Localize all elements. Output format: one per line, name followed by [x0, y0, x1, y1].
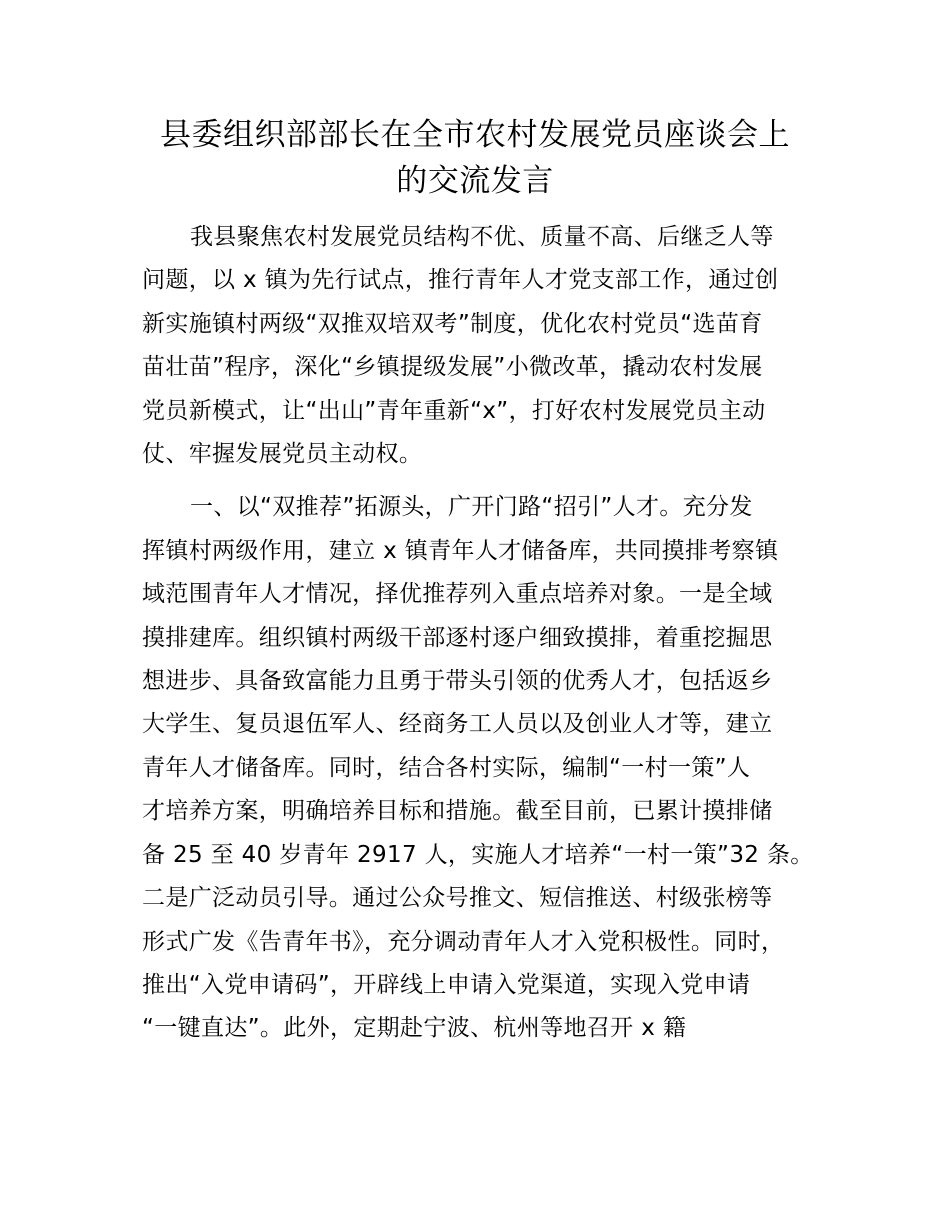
paragraph-line: 一、以“双推荐”拓源头，广开门路“招引”人才。充分发	[190, 494, 753, 521]
paragraph-line: 摸排建库。组织镇村两级干部逐村逐户细致摸排，着重挖掘思	[142, 624, 773, 651]
paragraph-line: 二是广泛动员引导。通过公众号推文、短信推送、村级张榜等	[142, 885, 773, 912]
paragraph-line: 大学生、复员退伍军人、经商务工人员以及创业人才等，建立	[142, 711, 773, 738]
paragraph-line: 域范围青年人才情况，择优推荐列入重点培养对象。一是全域	[142, 581, 773, 608]
paragraph-line: 推出“入党申请码”，开辟线上申请入党渠道，实现入党申请	[142, 971, 751, 998]
paragraph-line: 备 25 至 40 岁青年 2917 人，实施人才培养“一村一策”32 条。	[142, 841, 814, 868]
paragraph-line: 想进步、具备致富能力且勇于带头引领的优秀人才，包括返乡	[142, 668, 773, 695]
paragraph-line: 形式广发《告青年书》，充分调动青年人才入党积极性。同时，	[142, 928, 785, 955]
paragraph-line: “一键直达”。此外，定期赴宁波、杭州等地召开 x 籍	[142, 1015, 687, 1042]
paragraph-line: 苗壮苗”程序，深化“乡镇提级发展”小微改革，撬动农村发展	[142, 354, 763, 381]
paragraph-line: 挥镇村两级作用，建立 x 镇青年人才储备库，共同摸排考察镇	[142, 537, 779, 564]
title-line-2: 的交流发言	[396, 163, 554, 199]
paragraph-line: 党员新模式，让“出山”青年重新“x”，打好农村发展党员主动	[142, 397, 766, 424]
paragraph-line: 青年人才储备库。同时，结合各村实际，编制“一村一策”人	[142, 754, 751, 781]
paragraph-line: 问题，以 x 镇为先行试点，推行青年人才党支部工作，通过创	[142, 267, 779, 294]
document-title	[130, 112, 820, 204]
section-one-paragraph	[142, 486, 842, 1050]
title-line-1: 县委组织部部长在全市农村发展党员座谈会上	[160, 117, 790, 153]
document-body	[142, 216, 842, 1051]
paragraph-line: 新实施镇村两级“双推双培双考”制度，优化农村党员“选苗育	[142, 310, 763, 337]
paragraph-line: 仗、牢握发展党员主动权。	[142, 441, 423, 468]
paragraph-line: 才培养方案，明确培养目标和措施。截至目前，已累计摸排储	[142, 798, 773, 825]
paragraph-line: 我县聚焦农村发展党员结构不优、质量不高、后继乏人等	[190, 224, 774, 250]
intro-paragraph	[142, 216, 842, 476]
